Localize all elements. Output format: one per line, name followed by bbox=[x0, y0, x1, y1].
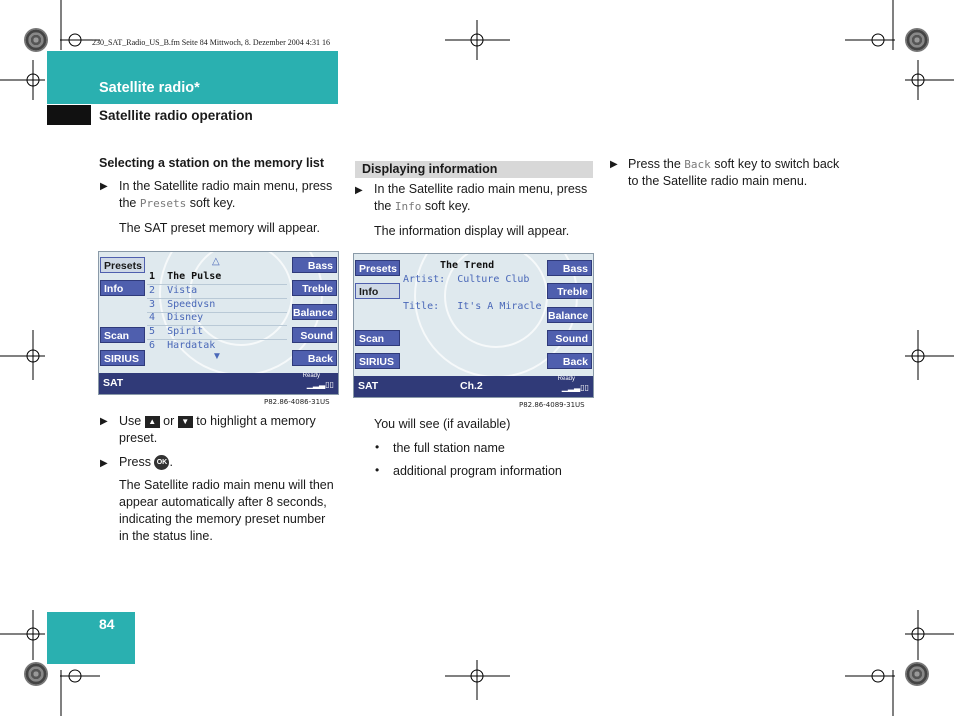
preset-item[interactable] bbox=[149, 285, 197, 296]
preset-number: 5 bbox=[149, 326, 156, 337]
preset-number: 1 bbox=[149, 271, 156, 282]
scroll-down-icon: ▼ bbox=[212, 351, 222, 362]
softkey-treble[interactable]: Treble bbox=[547, 283, 592, 299]
ready-indicator: Ready bbox=[557, 376, 575, 382]
step-arrow-icon: ▶ bbox=[100, 181, 108, 192]
title-value: It's A Miracle bbox=[457, 301, 542, 312]
result-line: appear automatically after 8 seconds, bbox=[119, 495, 327, 509]
text: Use bbox=[119, 414, 145, 428]
bullet-dot: • bbox=[375, 463, 380, 477]
col1-step2 bbox=[119, 413, 344, 447]
status-label: SAT bbox=[103, 377, 124, 389]
text: . bbox=[169, 455, 173, 469]
col1-heading: Selecting a station on the memory list bbox=[99, 156, 325, 170]
artist-value: Culture Club bbox=[457, 274, 530, 285]
section-tab bbox=[47, 105, 91, 125]
softkey-info-ref: Info bbox=[394, 200, 422, 213]
col3-line2: to the Satellite radio main menu. bbox=[628, 174, 808, 188]
section-title: Displaying information bbox=[362, 162, 498, 176]
title-line bbox=[403, 301, 541, 312]
col1-step3 bbox=[119, 454, 173, 471]
preset-number: 3 bbox=[149, 299, 156, 310]
col2-step1-line1: In the Satellite radio main menu, press bbox=[374, 182, 588, 196]
softkey-info[interactable]: Info bbox=[355, 283, 400, 299]
softkey-bass[interactable]: Bass bbox=[547, 260, 592, 276]
status-bar bbox=[354, 376, 593, 397]
softkey-presets[interactable]: Presets bbox=[355, 260, 400, 276]
artist-label: Artist: bbox=[403, 274, 446, 285]
signal-strength-icon: ▁▂▃▯▯ bbox=[561, 383, 589, 392]
text: or bbox=[159, 414, 178, 428]
col1-step2-line2: preset. bbox=[119, 431, 158, 445]
col3-line1 bbox=[628, 156, 868, 173]
softkey-sirius[interactable]: SIRIUS bbox=[355, 353, 400, 369]
text: soft key. bbox=[186, 196, 236, 210]
scroll-up-icon: △ bbox=[212, 256, 220, 267]
text: Press bbox=[119, 455, 155, 469]
softkey-sound[interactable]: Sound bbox=[547, 330, 592, 346]
text: soft key to switch back bbox=[710, 157, 840, 171]
softkey-back[interactable]: Back bbox=[547, 353, 592, 369]
status-label: SAT bbox=[358, 380, 379, 392]
bullet-dot: • bbox=[375, 440, 380, 454]
station-name: The Trend bbox=[440, 260, 495, 271]
softkey-bass[interactable]: Bass bbox=[292, 257, 337, 273]
status-bar bbox=[99, 373, 338, 394]
title-label: Title: bbox=[403, 301, 440, 312]
preset-item[interactable] bbox=[149, 326, 203, 337]
softkey-presets[interactable]: Presets bbox=[100, 257, 145, 273]
preset-item[interactable] bbox=[149, 312, 203, 323]
text: the bbox=[119, 196, 140, 210]
softkey-back-ref: Back bbox=[684, 158, 711, 171]
text: the bbox=[374, 199, 395, 213]
result-line: The Satellite radio main menu will then bbox=[119, 478, 334, 492]
artist-line bbox=[403, 274, 529, 285]
text: soft key. bbox=[421, 199, 471, 213]
preset-name: Disney bbox=[167, 312, 204, 323]
col2-bullet: the full station name bbox=[393, 441, 505, 455]
preset-number: 2 bbox=[149, 285, 156, 296]
col2-step1-result: The information display will appear. bbox=[374, 224, 570, 238]
info-display-screen bbox=[353, 253, 594, 398]
result-line: indicating the memory preset number bbox=[119, 512, 326, 526]
ok-button-icon: OK bbox=[154, 455, 169, 470]
softkey-sound[interactable]: Sound bbox=[292, 327, 337, 343]
down-key-icon: ▼ bbox=[178, 416, 193, 428]
preset-number: 6 bbox=[149, 340, 156, 351]
figure-caption: P82.86-4086-31US bbox=[264, 398, 330, 406]
ready-indicator: Ready bbox=[302, 373, 320, 379]
col2-step1 bbox=[374, 181, 599, 215]
preset-item[interactable] bbox=[149, 299, 215, 310]
preset-item[interactable] bbox=[149, 271, 221, 282]
softkey-back[interactable]: Back bbox=[292, 350, 337, 366]
header-bar bbox=[47, 51, 338, 104]
step-arrow-icon: ▶ bbox=[100, 416, 108, 427]
col1-step1-line2 bbox=[119, 195, 344, 212]
col2-bullet: additional program information bbox=[393, 464, 562, 478]
signal-strength-icon: ▁▂▃▯▯ bbox=[306, 380, 334, 389]
step-arrow-icon: ▶ bbox=[355, 185, 363, 196]
col1-step1-result: The SAT preset memory will appear. bbox=[119, 221, 321, 235]
preset-name: Hardatak bbox=[167, 340, 216, 351]
softkey-presets-ref: Presets bbox=[139, 197, 187, 210]
preset-name: Spirit bbox=[167, 326, 204, 337]
col1-step1-line1: In the Satellite radio main menu, press bbox=[119, 179, 333, 193]
softkey-scan[interactable]: Scan bbox=[100, 327, 145, 343]
preset-memory-screen bbox=[98, 251, 339, 395]
text: Press the bbox=[628, 157, 685, 171]
col1-result bbox=[119, 477, 349, 545]
page-title: Satellite radio* bbox=[99, 80, 200, 96]
softkey-balance[interactable]: Balance bbox=[292, 304, 337, 320]
text: to highlight a memory bbox=[192, 414, 316, 428]
channel-label: Ch.2 bbox=[460, 380, 483, 392]
softkey-sirius[interactable]: SIRIUS bbox=[100, 350, 145, 366]
col1-step2-line1 bbox=[119, 413, 344, 430]
page-number-box bbox=[47, 612, 135, 664]
softkey-scan[interactable]: Scan bbox=[355, 330, 400, 346]
preset-name: The Pulse bbox=[167, 271, 222, 282]
up-key-icon: ▲ bbox=[145, 416, 160, 428]
softkey-balance[interactable]: Balance bbox=[547, 307, 592, 323]
result-line: in the status line. bbox=[119, 529, 213, 543]
preset-number: 4 bbox=[149, 312, 156, 323]
softkey-treble[interactable]: Treble bbox=[292, 280, 337, 296]
step-arrow-icon: ▶ bbox=[100, 458, 108, 469]
preset-name: Speedvsn bbox=[167, 299, 216, 310]
section-subtitle: Satellite radio operation bbox=[99, 108, 253, 123]
figure-caption: P82.86-4089-31US bbox=[519, 401, 585, 409]
col3-step bbox=[628, 156, 868, 190]
col1-step1 bbox=[119, 178, 344, 212]
col2-after-text: You will see (if available) bbox=[374, 417, 511, 431]
col2-step1-line2 bbox=[374, 198, 599, 215]
preset-item[interactable] bbox=[149, 340, 215, 351]
step-arrow-icon: ▶ bbox=[610, 159, 618, 170]
page-number: 84 bbox=[99, 616, 115, 632]
preset-name: Vista bbox=[167, 285, 198, 296]
file-info-line: 230_SAT_Radio_US_B.fm Seite 84 Mittwoch, 8. Dezember 2004 4:31 16 bbox=[92, 38, 330, 47]
softkey-info[interactable]: Info bbox=[100, 280, 145, 296]
